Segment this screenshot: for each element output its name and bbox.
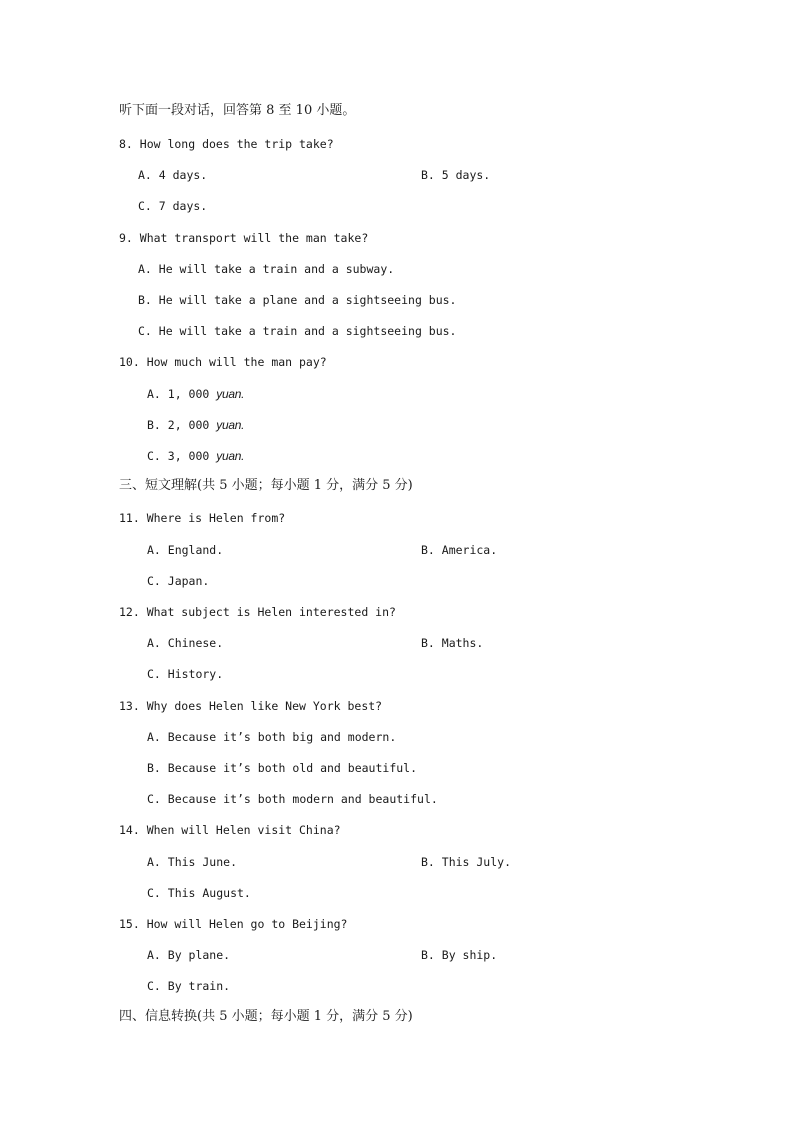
question-12-stem: 12. What subject is Helen interested in? [119,605,396,619]
question-15-option-c: C. By train. [147,979,231,993]
question-8-stem: 8. How long does the trip take? [119,137,334,151]
question-15-option-a: A. By plane. [147,948,231,962]
question-9-stem: 9. What transport will the man take? [119,231,369,245]
question-11-stem: 11. Where is Helen from? [119,511,286,525]
question-13-option-b: B. Because it’s both old and beautiful. [147,761,418,775]
question-12-option-a: A. Chinese. [147,636,224,650]
question-14-option-c: C. This August. [147,886,251,900]
question-15-stem: 15. How will Helen go to Beijing? [119,917,348,931]
section-intro: 听下面一段对话，回答第 8 至 10 小题。 [119,103,356,118]
question-13-option-a: A. Because it’s both big and modern. [147,730,397,744]
question-9-option-a: A. He will take a train and a subway. [138,262,395,276]
question-10-option-c [147,448,244,464]
question-10-stem: 10. How much will the man pay? [119,355,327,369]
question-9-option-c: C. He will take a train and a sightseeing bus. [138,324,457,338]
question-11-option-c: C. Japan. [147,574,210,588]
question-14-stem: 14. When will Helen visit China? [119,823,341,837]
question-14-option-b: B. This July. [421,855,512,869]
question-13-stem: 13. Why does Helen like New York best? [119,699,383,713]
question-11-option-a: A. England. [147,543,224,557]
option-prefix: A. 1, 000 [147,387,217,401]
question-12-option-c: C. History. [147,667,224,681]
question-12-option-b: B. Maths. [421,636,484,650]
question-8-option-a: A. 4 days. [138,168,208,182]
option-prefix: C. 3, 000 [147,449,217,463]
question-10-option-a [147,386,244,402]
currency-unit: yuan. [216,418,245,432]
question-9-option-b: B. He will take a plane and a sightseeing bus. [138,293,457,307]
question-8-option-b: B. 5 days. [421,168,491,182]
section-4-heading: 四、信息转换(共 5 小题；每小题 1 分，满分 5 分) [119,1009,413,1024]
question-14-option-a: A. This June. [147,855,238,869]
question-8-option-c: C. 7 days. [138,199,208,213]
option-prefix: B. 2, 000 [147,418,217,432]
currency-unit: yuan. [216,387,245,401]
question-11-option-b: B. America. [421,543,498,557]
section-3-heading: 三、短文理解(共 5 小题；每小题 1 分，满分 5 分) [119,478,413,493]
question-15-option-b: B. By ship. [421,948,498,962]
question-13-option-c: C. Because it’s both modern and beautiful. [147,792,438,806]
currency-unit: yuan. [216,449,245,463]
question-10-option-b [147,417,244,433]
